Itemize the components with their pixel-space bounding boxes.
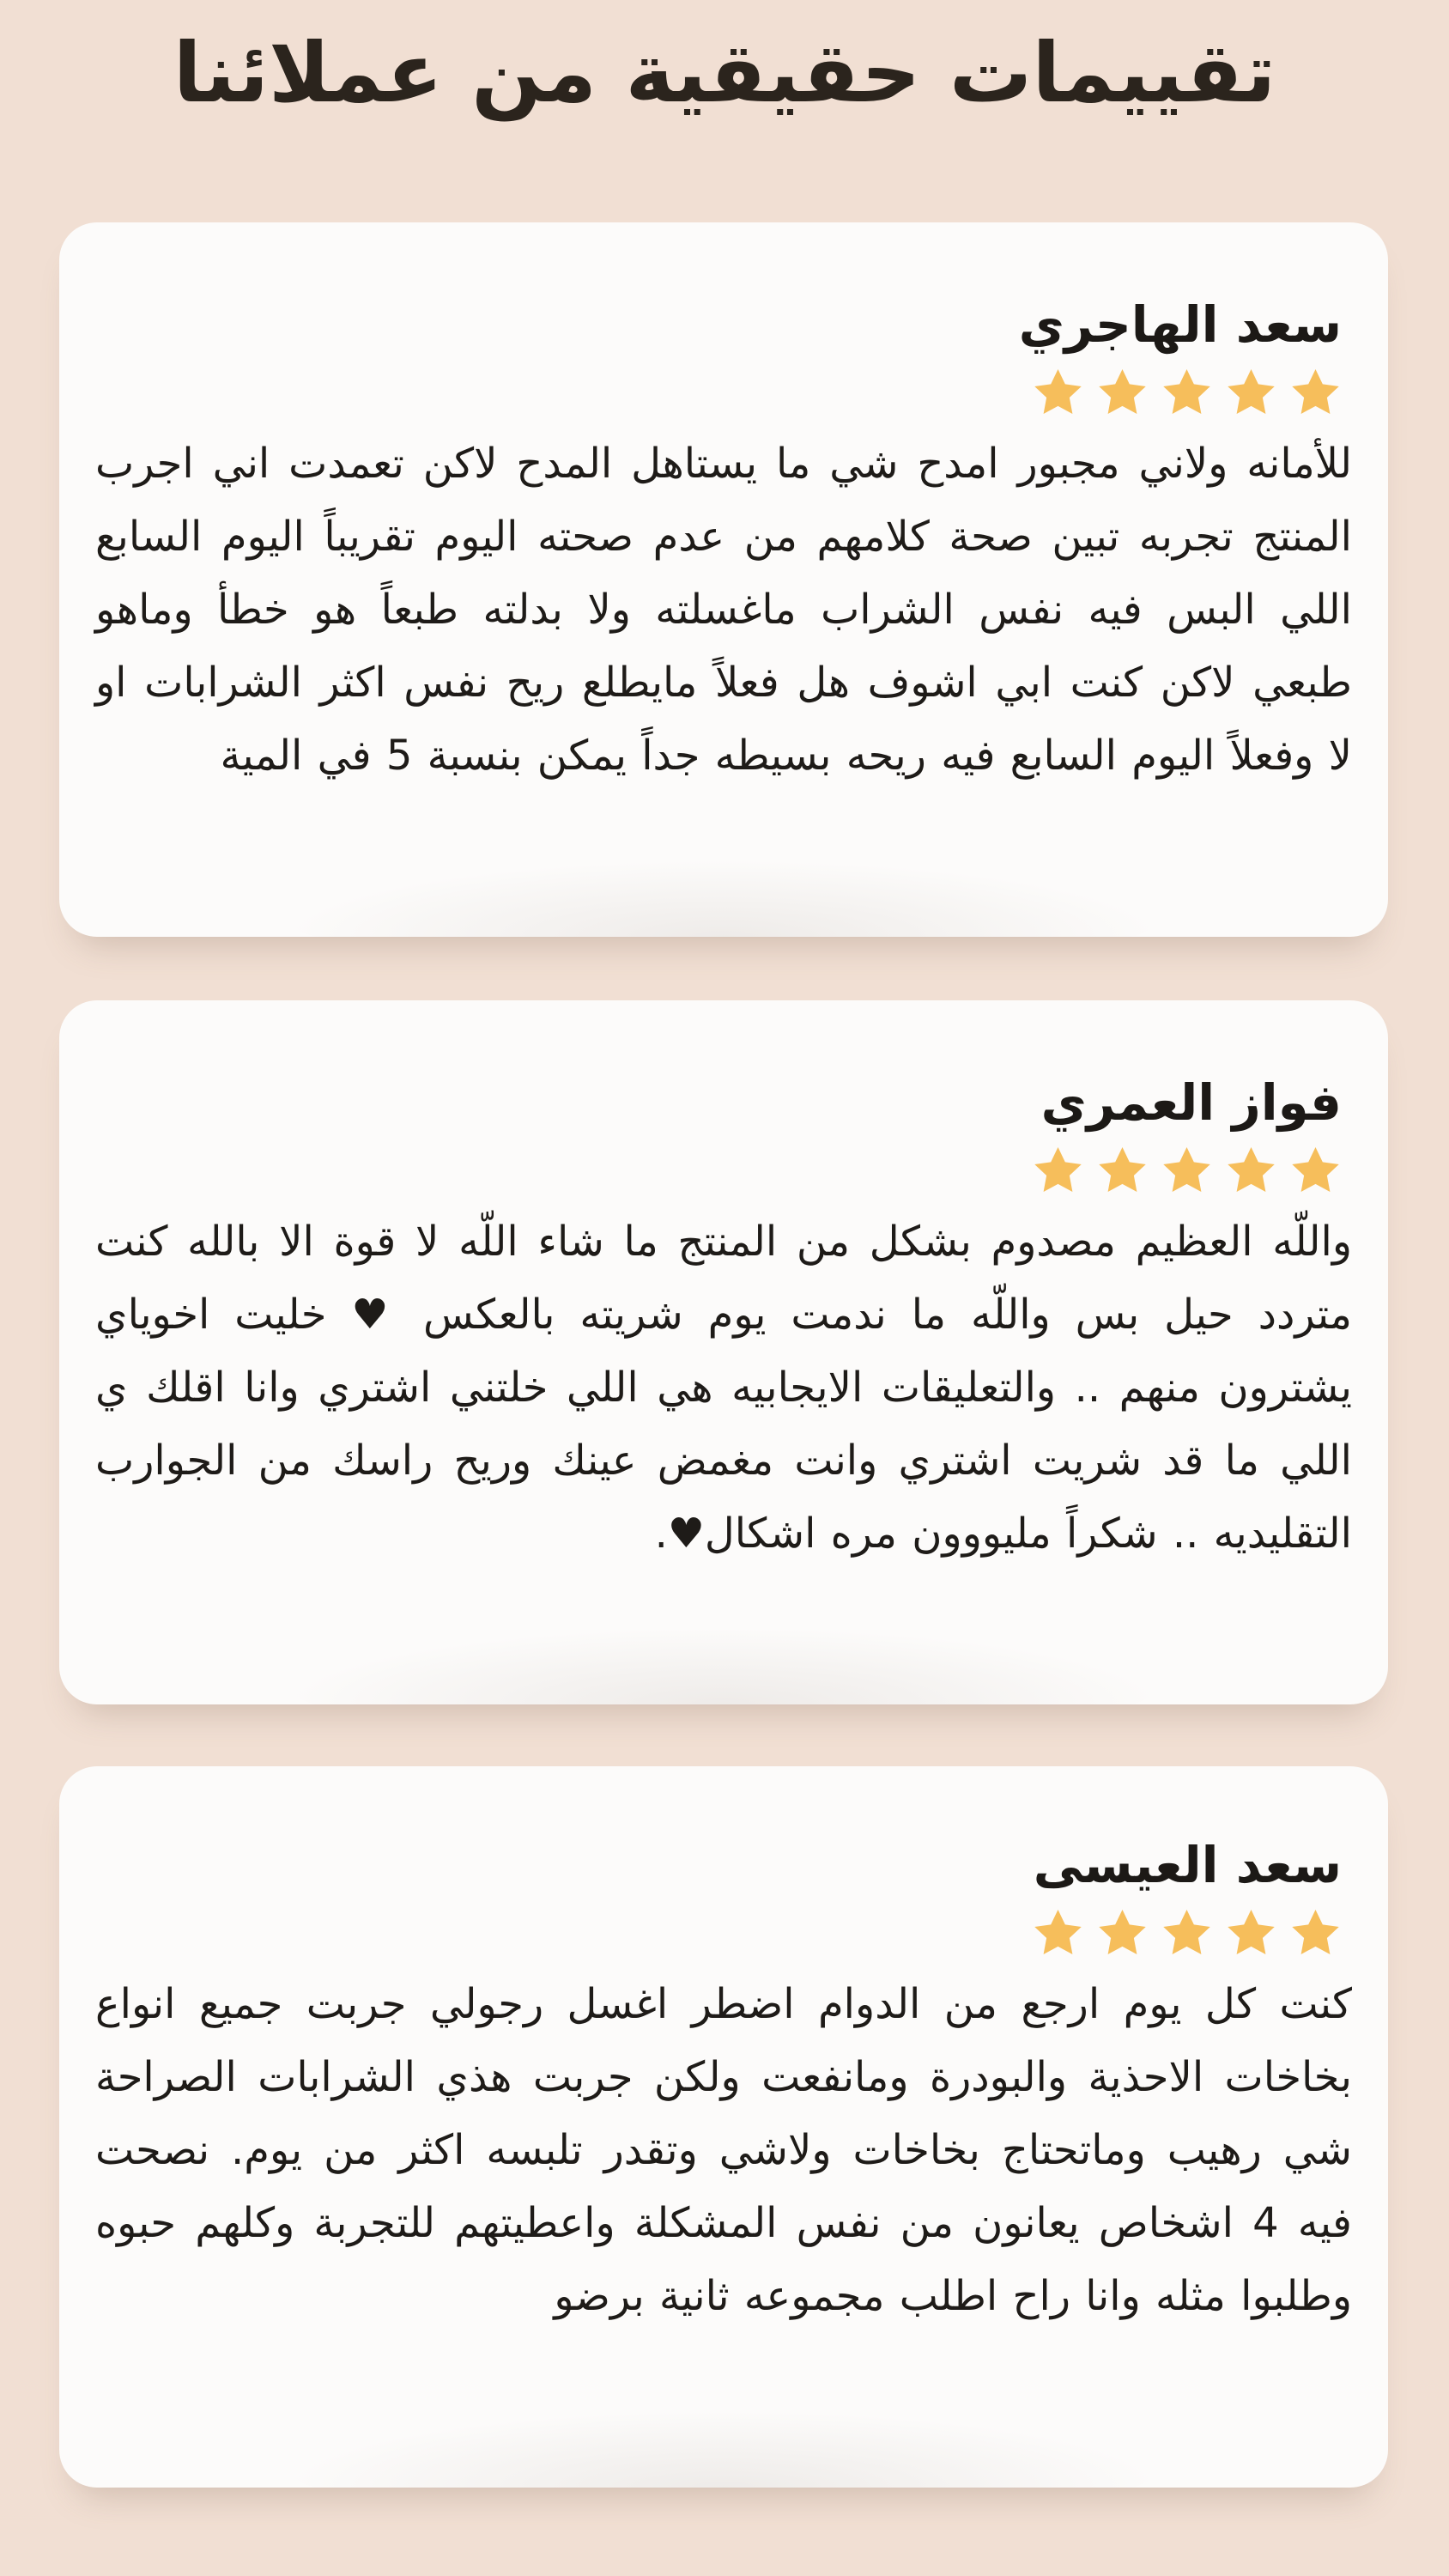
star-icon <box>1225 368 1277 417</box>
review-text: واللّه العظيم مصدوم بشكل من المنتج ما شاء اللّه لا قوة الا بالله كنت متردد حيل بس واللّه ما ندمت يوم شريته بالعكس ♥ خليت اخوياي يشترون منهم .. والتعليقات الايجابيه هي اللي خلتني اشتري وانا اقلك ي اللي ما قد شريت اشتري وانت مغمض عينك وريح راسك من الجوارب التقليديه .. شكراً مليووون مره اشكال♥. <box>95 1218 1352 1558</box>
review-card <box>59 1766 1388 2488</box>
review-card <box>59 222 1388 937</box>
page-title: تقييمات حقيقية من عملائنا <box>173 25 1276 121</box>
star-icon <box>1289 1908 1342 1958</box>
star-icon <box>1032 1145 1084 1195</box>
star-icon <box>1161 1908 1213 1958</box>
star-icon <box>1225 1908 1277 1958</box>
star-icon <box>1289 1145 1342 1195</box>
star-icon <box>1161 1145 1213 1195</box>
star-icon <box>1225 1145 1277 1195</box>
star-icon <box>1096 1908 1149 1958</box>
star-icon <box>1289 368 1342 417</box>
review-text: للأمانه ولاني مجبور امدح شي ما يستاهل المدح لاكن تعمدت اني اجرب المنتج تجربه تبين صحة كلامهم من عدم صحته اليوم تقريباً اليوم السابع اللي البس فيه نفس الشراب ماغسلته ولا بدلته طبعاً هو خطأ وماهو طبعي لاكن كنت ابي اشوف هل فعلاً مايطلع ريح نفس اكثر الشرابات او لا وفعلاً اليوم السابع فيه ريحه بسيطه جداً يمكن بنسبة 5 في المية <box>95 440 1352 780</box>
rating-stars <box>95 1145 1352 1200</box>
star-icon <box>1032 368 1084 417</box>
reviewer-name: فواز العمري <box>1040 1073 1342 1132</box>
reviewer-name: سعد الهاجري <box>1018 295 1342 354</box>
review-text: كنت كل يوم ارجع من الدوام اضطر اغسل رجولي جربت جميع انواع بخاخات الاحذية والبودرة ومانفعت ولكن جربت هذي الشرابات الصراحة شي رهيب وماتحتاج بخاخات ولاشي وتقدر تلبسه اكثر من يوم. نصحت فيه 4 اشخاص يعانون من نفس المشكلة واعطيتهم للتجربة وكلهم حبوه وطلبوا مثله وانا راح اطلب مجموعه ثانية برضو <box>95 1980 1352 2320</box>
rating-stars <box>95 368 1352 422</box>
star-icon <box>1032 1908 1084 1958</box>
star-icon <box>1096 1145 1149 1195</box>
rating-stars <box>95 1908 1352 1963</box>
star-icon <box>1161 368 1213 417</box>
star-icon <box>1096 368 1149 417</box>
review-card <box>59 1000 1388 1704</box>
reviewer-name: سعد العيسى <box>1033 1836 1342 1894</box>
